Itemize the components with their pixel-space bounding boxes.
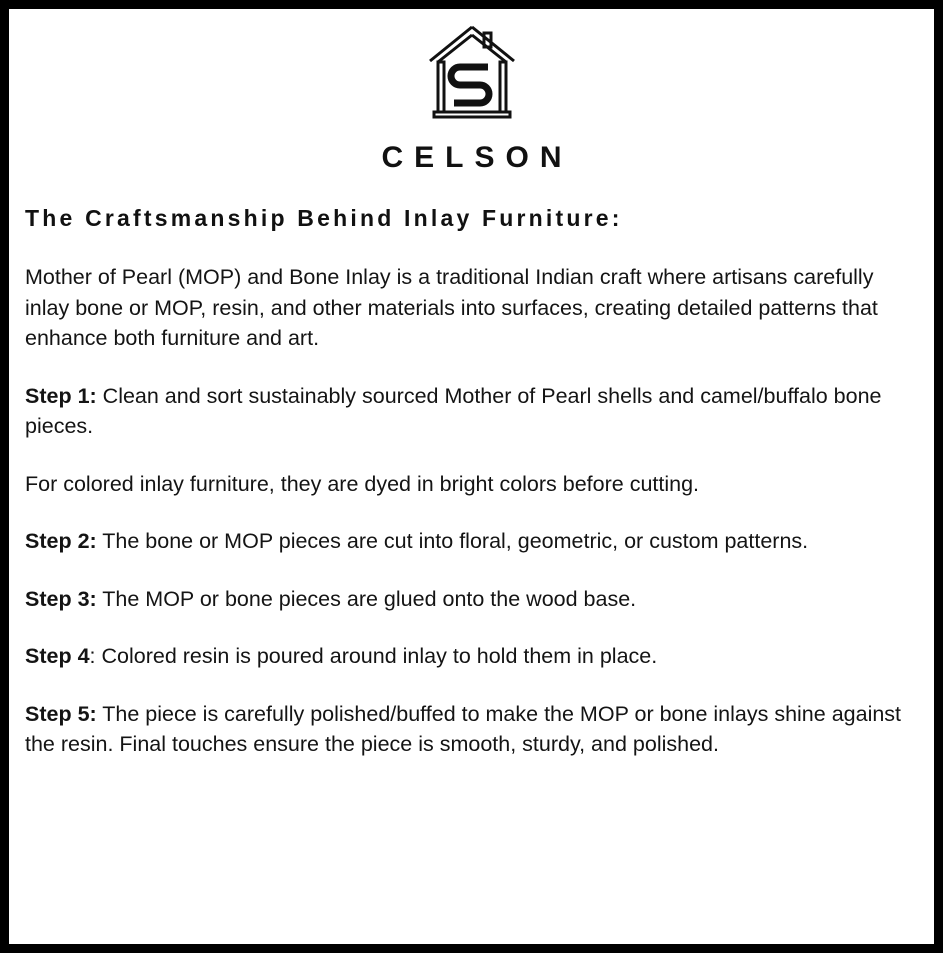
step-text: The MOP or bone pieces are glued onto the wood base. — [96, 586, 637, 611]
step-label: Step 1: — [25, 383, 97, 408]
step-paragraph — [25, 641, 918, 672]
brand-name: CELSON — [381, 141, 573, 174]
document-body — [25, 262, 918, 760]
step-paragraph — [25, 699, 918, 760]
step-paragraph — [25, 584, 918, 615]
step-label: Step 3: — [25, 586, 97, 611]
step-text: For colored inlay furniture, they are dyed in bright colors before cutting. — [25, 471, 700, 496]
note-paragraph — [25, 469, 918, 500]
step-paragraph — [25, 381, 918, 442]
page-title: The Craftsmanship Behind Inlay Furniture: — [25, 205, 623, 231]
house-monogram-logo-icon — [426, 23, 518, 123]
step-text: The piece is carefully polished/buffed to make the MOP or bone inlays shine against the resin. Final touches ensure the piece is smooth, sturdy, and polished. — [25, 701, 902, 757]
step-label: Step 5: — [25, 701, 97, 726]
brand-header — [25, 19, 918, 175]
step-text: : Colored resin is poured around inlay to hold them in place. — [89, 644, 658, 669]
intro-paragraph: Mother of Pearl (MOP) and Bone Inlay is a traditional Indian craft where artisans carefully inlay bone or MOP, resin, and other materials into surfaces, creating detailed patterns that enhance both furniture and art. — [25, 265, 878, 351]
step-text: Clean and sort sustainably sourced Mother of Pearl shells and camel/buffalo bone pieces. — [25, 383, 882, 439]
step-paragraph — [25, 526, 918, 557]
step-text: The bone or MOP pieces are cut into floral, geometric, or custom patterns. — [96, 529, 809, 554]
step-label: Step 2: — [25, 529, 97, 554]
step-label: Step 4 — [25, 644, 90, 669]
